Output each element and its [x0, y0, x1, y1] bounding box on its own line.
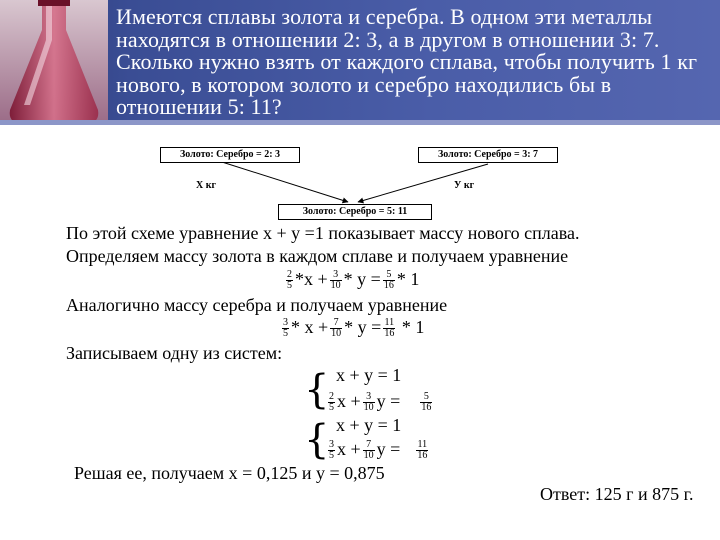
text-line-3: Аналогично массу серебра и получаем уравнение [66, 295, 448, 315]
silver-equation: $\frac{3}{5}$ * х + $\frac{7}{10}$ * у = $\frac{11}{16}$ * 1 [283, 317, 425, 340]
text-line-5: Решая ее, получаем х = 0,125 и у = 0,875 [74, 463, 385, 483]
right-mass-label: У кг [454, 180, 475, 191]
text-line-2: Определяем массу золота в каждом сплаве и получаем уравнение [66, 246, 569, 266]
fraction: $\frac{3}{5}$ [283, 317, 288, 340]
system1-row1: х + у = 1 [336, 365, 402, 385]
system2-row1: х + у = 1 [336, 415, 402, 435]
result-alloy-box: Золото: Серебро = 5: 11 [278, 204, 432, 220]
left-arrow [222, 162, 348, 202]
fraction: $\frac{11}{16}$ [417, 439, 428, 462]
problem-statement: Имеются сплавы золота и серебра. В одном эти металлы находятся в отношении 2: 3, а в другом в отношении 3: 7. Сколько нужно взять от каждого сплава, чтобы получить 1 кг нового, в котором золото и серебро находились бы в отношении 5: 11? [116, 4, 698, 119]
fraction: $\frac{5}{16}$ [421, 391, 432, 414]
right-alloy-box: Золото: Серебро = 3: 7 [418, 147, 558, 163]
gold-equation: $\frac{2}{5}$ *х + $\frac{3}{10}$ * у = $\frac{5}{16}$ * 1 [287, 269, 420, 292]
system1-row2: $\frac{2}{5}$ х + $\frac{3}{10}$ у = $\frac{5}{16}$ [329, 391, 432, 414]
system-brace-2: { [304, 417, 330, 463]
fraction: $\frac{5}{16}$ [383, 269, 394, 292]
fraction: $\frac{7}{10}$ [331, 317, 342, 340]
fraction: $\frac{2}{5}$ [287, 269, 292, 292]
left-alloy-box: Золото: Серебро = 2: 3 [160, 147, 300, 163]
left-mass-label: Х кг [196, 180, 217, 191]
fraction: $\frac{2}{5}$ [329, 391, 334, 414]
system2-row2: $\frac{3}{5}$ х + $\frac{7}{10}$ у = $\frac{11}{16}$ [329, 439, 428, 462]
answer-text: Ответ: 125 г и 875 г. [540, 484, 694, 504]
text-line-1: По этой схеме уравнение х + у =1 показывает массу нового сплава. [66, 223, 580, 243]
fraction: $\frac{11}{16}$ [384, 317, 395, 340]
fraction: $\frac{3}{5}$ [329, 439, 334, 462]
fraction: $\frac{7}{10}$ [363, 439, 374, 462]
fraction: $\frac{3}{10}$ [363, 391, 374, 414]
text-line-4: Записываем одну из систем: [66, 343, 283, 363]
system-brace-1: { [304, 367, 330, 413]
fraction: $\frac{3}{10}$ [330, 269, 341, 292]
